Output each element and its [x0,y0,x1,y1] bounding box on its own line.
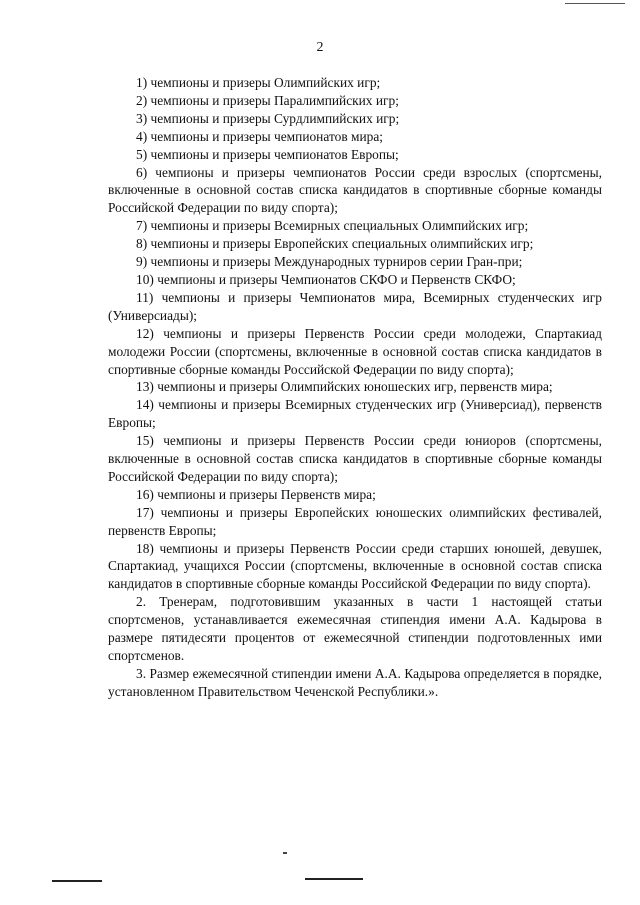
list-item-7: 7) чемпионы и призеры Всемирных специальных Олимпийских игр; [136,218,529,234]
list-item-14: 14) чемпионы и призеры Всемирных студенческих игр (Универсиад), первенств Европы; [108,397,602,431]
page-number: 2 [316,40,324,55]
scan-artifact-bottom-center [305,878,363,880]
list-item-6: 6) чемпионы и призеры чемпионатов России среди взрослых (спортсмены, включенные в основной состав списка кандидатов в спортивные сборные команды Российской Федерации по виду спорта); [108,164,602,216]
scan-artifact-dot [283,852,287,854]
list-item-5: 5) чемпионы и призеры чемпионатов Европы; [136,146,399,162]
list-item-11: 11) чемпионы и призеры Чемпионатов мира, Всемирных студенческих игр (Универсиады); [108,289,602,323]
list-item-1: 1) чемпионы и призеры Олимпийских игр; [136,75,381,90]
clause-3-paragraph: 3. Размер ежемесячной стипендии имени А.А. Кадырова определяется в порядке, установленном Правительством Чеченской Республики.». [108,665,602,699]
list-item-10: 10) чемпионы и призеры Чемпионатов СКФО и Первенств СКФО; [136,271,516,287]
list-item-12: 12) чемпионы и призеры Первенств России среди молодежи, Спартакиад молодежи России (спортсмены, включенные в основной состав списка кандидатов в спортивные сборные команды Российской Федерации по виду спорта); [108,325,602,377]
list-item-2: 2) чемпионы и призеры Паралимпийских игр; [136,92,399,108]
list-item-16: 16) чемпионы и призеры Первенств мира; [136,486,376,502]
list-item-15: 15) чемпионы и призеры Первенств России среди юниоров (спортсмены, включенные в основной состав списка кандидатов в спортивные сборные команды Российской Федерации по виду спорта); [108,433,602,484]
list-item-18: 18) чемпионы и призеры Первенств России среди старших юношей, девушек, Спартакиад, учащихся России (спортсмены, включенные в основной состав списка кандидатов в спортивные сборные команды Российской Федерации по виду спорта). [108,540,602,592]
list-item-9: 9) чемпионы и призеры Международных турниров серии Гран-при; [136,254,523,270]
document-body [108,74,602,701]
list-item-4: 4) чемпионы и призеры чемпионатов мира; [136,128,383,144]
clause-2-paragraph: 2. Тренерам, подготовившим указанных в части 1 настоящей статьи спортсменов, устанавливается ежемесячная стипендия имени А.А. Кадырова в размере пятидесяти процентов от ежемесячной стипендии подготовленных ими спортсменов. [108,594,602,663]
list-item-17: 17) чемпионы и призеры Европейских юношеских олимпийских фестивалей, первенств Европы; [108,504,602,538]
list-item-8: 8) чемпионы и призеры Европейских специальных олимпийских игр; [136,236,534,252]
list-item-13: 13) чемпионы и призеры Олимпийских юношеских игр, первенств мира; [136,379,553,395]
scan-artifact-bottom-left [52,880,102,882]
list-item-3: 3) чемпионы и призеры Сурдлимпийских игр; [136,110,400,126]
scan-artifact-top [565,3,625,4]
